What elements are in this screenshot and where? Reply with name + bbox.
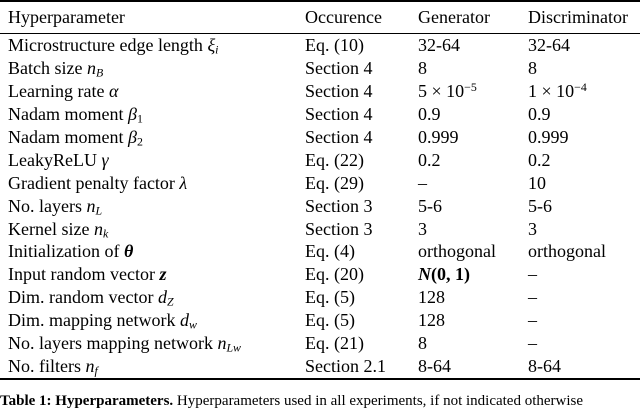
cell-discriminator: 8-64: [528, 356, 561, 377]
column-header-occurence: Occurence: [305, 1, 418, 34]
cell-hyperparameter: Dim. mapping network dw: [8, 310, 197, 332]
cell-generator: 3: [418, 218, 427, 239]
cell-discriminator: 5-6: [528, 195, 552, 216]
cell-generator: 32-64: [418, 35, 460, 55]
cell-generator: –: [418, 172, 427, 193]
cell-discriminator: 10: [528, 172, 546, 193]
cell-generator: 8-64: [418, 356, 451, 377]
cell-occurence: Eq. (5): [305, 287, 355, 308]
cell-occurence: Section 4: [305, 103, 373, 124]
cell-occurence: Eq. (22): [305, 149, 364, 170]
cell-occurence: Eq. (10): [305, 35, 364, 55]
table-caption-label: Table 1: Hyperparameters.: [0, 393, 174, 409]
table-row: [0, 218, 640, 241]
cell-hyperparameter: No. filters nf: [8, 356, 98, 378]
table-caption: [0, 391, 640, 411]
table-header: [0, 1, 640, 34]
cell-hyperparameter: Initialization of θ: [8, 241, 134, 262]
cell-occurence: Eq. (21): [305, 333, 364, 354]
cell-discriminator: –: [528, 333, 537, 354]
table-body: [0, 34, 640, 380]
table-header-row: [0, 1, 640, 34]
cell-hyperparameter: Input random vector z: [8, 264, 167, 285]
table-row: [0, 149, 640, 172]
cell-hyperparameter: Gradient penalty factor λ: [8, 172, 188, 193]
cell-discriminator: 0.2: [528, 149, 551, 170]
cell-generator: 8: [418, 333, 427, 354]
cell-generator: 8: [418, 57, 427, 78]
table-row: [0, 34, 640, 57]
cell-generator: N(0, 1): [418, 264, 470, 285]
cell-generator: 0.2: [418, 149, 441, 170]
cell-discriminator: $1 \times 10^{-4}$: [528, 79, 587, 101]
cell-hyperparameter: Nadam moment β2: [8, 126, 143, 149]
column-header-generator: Generator: [418, 1, 528, 34]
cell-hyperparameter: Batch size nB: [8, 57, 104, 80]
table-row: [0, 263, 640, 286]
cell-occurence: Section 4: [305, 80, 373, 101]
cell-hyperparameter: Kernel size nk: [8, 218, 109, 241]
cell-discriminator: 32-64: [528, 35, 570, 55]
table-row: [0, 57, 640, 80]
cell-discriminator: orthogonal: [528, 241, 606, 262]
cell-discriminator: –: [528, 310, 537, 331]
cell-generator: 0.999: [418, 126, 459, 147]
cell-generator: orthogonal: [418, 241, 496, 262]
cell-occurence: Section 3: [305, 195, 373, 216]
column-header-hyperparameter: Hyperparameter: [0, 1, 305, 34]
cell-generator: $5 \times 10^{-5}$: [418, 79, 477, 101]
cell-hyperparameter: Microstructure edge length ξi: [8, 35, 219, 57]
cell-hyperparameter: LeakyReLU γ: [8, 149, 109, 170]
cell-occurence: Section 4: [305, 57, 373, 78]
cell-hyperparameter: No. layers mapping network nLw: [8, 333, 241, 355]
cell-hyperparameter: Learning rate α: [8, 80, 119, 101]
table-row: [0, 240, 640, 263]
cell-generator: 0.9: [418, 103, 441, 124]
table-caption-text: Hyperparameters used in all experiments, if not indicated otherwise: [173, 393, 584, 409]
table-row: [0, 126, 640, 149]
table-row: [0, 172, 640, 195]
cell-occurence: Eq. (5): [305, 310, 355, 331]
cell-occurence: Section 2.1: [305, 356, 386, 377]
cell-occurence: Section 3: [305, 218, 373, 239]
cell-discriminator: 0.999: [528, 126, 569, 147]
cell-hyperparameter: No. layers nL: [8, 195, 103, 218]
cell-discriminator: 8: [528, 57, 537, 78]
cell-occurence: Eq. (29): [305, 172, 364, 193]
cell-hyperparameter: Dim. random vector dZ: [8, 287, 174, 309]
column-header-discriminator: Discriminator: [528, 1, 640, 34]
cell-generator: 128: [418, 310, 445, 331]
cell-discriminator: –: [528, 287, 537, 308]
table-row: [0, 286, 640, 309]
cell-occurence: Section 4: [305, 126, 373, 147]
cell-generator: 5-6: [418, 195, 442, 216]
cell-occurence: Eq. (4): [305, 241, 355, 262]
cell-occurence: Eq. (20): [305, 264, 364, 285]
cell-generator: 128: [418, 287, 445, 308]
table-row: [0, 103, 640, 126]
table-row: [0, 80, 640, 103]
table-row: [0, 195, 640, 218]
cell-discriminator: 3: [528, 218, 537, 239]
table-row: [0, 309, 640, 332]
cell-discriminator: 0.9: [528, 103, 551, 124]
cell-discriminator: –: [528, 264, 537, 285]
table-row: [0, 332, 640, 355]
table-row: [0, 355, 640, 379]
cell-hyperparameter: Nadam moment β1: [8, 103, 143, 126]
